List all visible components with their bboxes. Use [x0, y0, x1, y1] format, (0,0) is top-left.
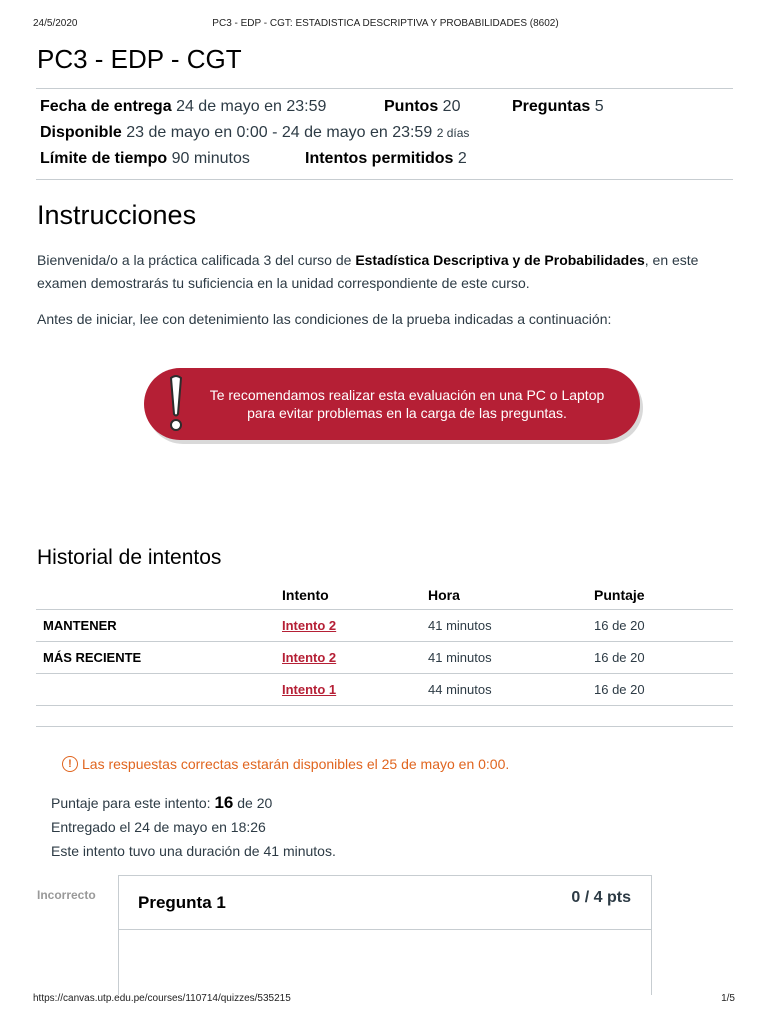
attempt-time: 44 minutos	[428, 673, 594, 705]
available-value: 23 de mayo en 0:00 - 24 de mayo en 23:59	[126, 124, 433, 141]
questions-value: 5	[594, 98, 604, 115]
points-value: 20	[442, 98, 461, 115]
table-header	[36, 581, 733, 609]
attempt-time: 41 minutos	[428, 609, 594, 641]
row-label	[36, 673, 282, 705]
question-points: 0 / 4 pts	[571, 889, 631, 906]
question-card	[118, 875, 652, 995]
print-date: 24/5/2020	[33, 18, 78, 29]
warning-icon: !	[62, 756, 78, 772]
available-duration: 2 días	[436, 126, 470, 140]
time-limit-label: Límite de tiempo	[40, 150, 168, 167]
row-label: MANTENER	[36, 609, 282, 641]
attempts-label: Intentos permitidos	[305, 150, 454, 167]
due-label: Fecha de entrega	[40, 98, 172, 115]
duration-line: Este intento tuvo una duración de 41 minutos.	[51, 843, 336, 859]
submitted-line: Entregado el 24 de mayo en 18:26	[51, 819, 266, 835]
attempts-table	[36, 581, 733, 706]
points-label: Puntos	[384, 98, 439, 115]
answers-notice	[62, 756, 509, 772]
question-status-badge: Incorrecto	[37, 888, 96, 902]
due-value: 24 de mayo en 23:59	[176, 98, 327, 115]
attempt-link[interactable]: Intento 1	[282, 681, 337, 697]
notice-text: Las respuestas correctas estarán disponibles el 25 de mayo en 0:00.	[82, 756, 510, 772]
print-url: https://canvas.utp.edu.pe/courses/110714/quizzes/535215	[33, 993, 291, 1004]
history-heading: Historial de intentos	[37, 546, 222, 569]
banner-text: Te recomendamos realizar esta evaluación en una PC o Laptop para evitar problemas en la carga de las preguntas.	[209, 387, 605, 421]
print-page-number: 1/5	[721, 993, 735, 1004]
column-header-puntaje: Puntaje	[594, 581, 733, 609]
column-header-intento: Intento	[282, 581, 428, 609]
attempt-score-value: 16	[214, 793, 234, 812]
table-row	[36, 673, 733, 705]
instructions-paragraph-1: Bienvenida/o a la práctica calificada 3 del curso de Estadística Descriptiva y de Probabilidades, en este examen demostrarás tu suficiencia en la unidad correspondiente de este curso.	[37, 252, 699, 291]
recommendation-banner	[144, 368, 640, 440]
attempt-time: 41 minutos	[428, 641, 594, 673]
divider	[36, 726, 733, 727]
question-header	[119, 876, 651, 930]
print-doc-title: PC3 - EDP - CGT: ESTADISTICA DESCRIPTIVA Y PROBABILIDADES (8602)	[212, 18, 559, 29]
column-header-hora: Hora	[428, 581, 594, 609]
attempt-score-line: Puntaje para este intento: 16 de 20	[51, 793, 273, 812]
attempt-link[interactable]: Intento 2	[282, 617, 337, 633]
attempts-value: 2	[457, 150, 467, 167]
column-header	[36, 581, 282, 609]
attempt-score: 16 de 20	[594, 609, 733, 641]
instructions-heading: Instrucciones	[37, 200, 197, 230]
table-row	[36, 641, 733, 673]
course-name: Estadística Descriptiva y de Probabilidades	[355, 252, 645, 268]
available-label: Disponible	[40, 124, 122, 141]
question-title: Pregunta 1	[138, 893, 226, 912]
questions-label: Preguntas	[512, 98, 591, 115]
page-title: PC3 - EDP - CGT	[37, 44, 242, 74]
attempt-score: 16 de 20	[594, 641, 733, 673]
row-label: MÁS RECIENTE	[36, 641, 282, 673]
table-row	[36, 609, 733, 641]
instructions-paragraph-2: Antes de iniciar, lee con detenimiento las condiciones de la prueba indicadas a continuación:	[37, 311, 612, 327]
attempt-link[interactable]: Intento 2	[282, 649, 337, 665]
time-limit-value: 90 minutos	[171, 150, 250, 167]
attempt-score: 16 de 20	[594, 673, 733, 705]
quiz-details	[36, 88, 733, 180]
